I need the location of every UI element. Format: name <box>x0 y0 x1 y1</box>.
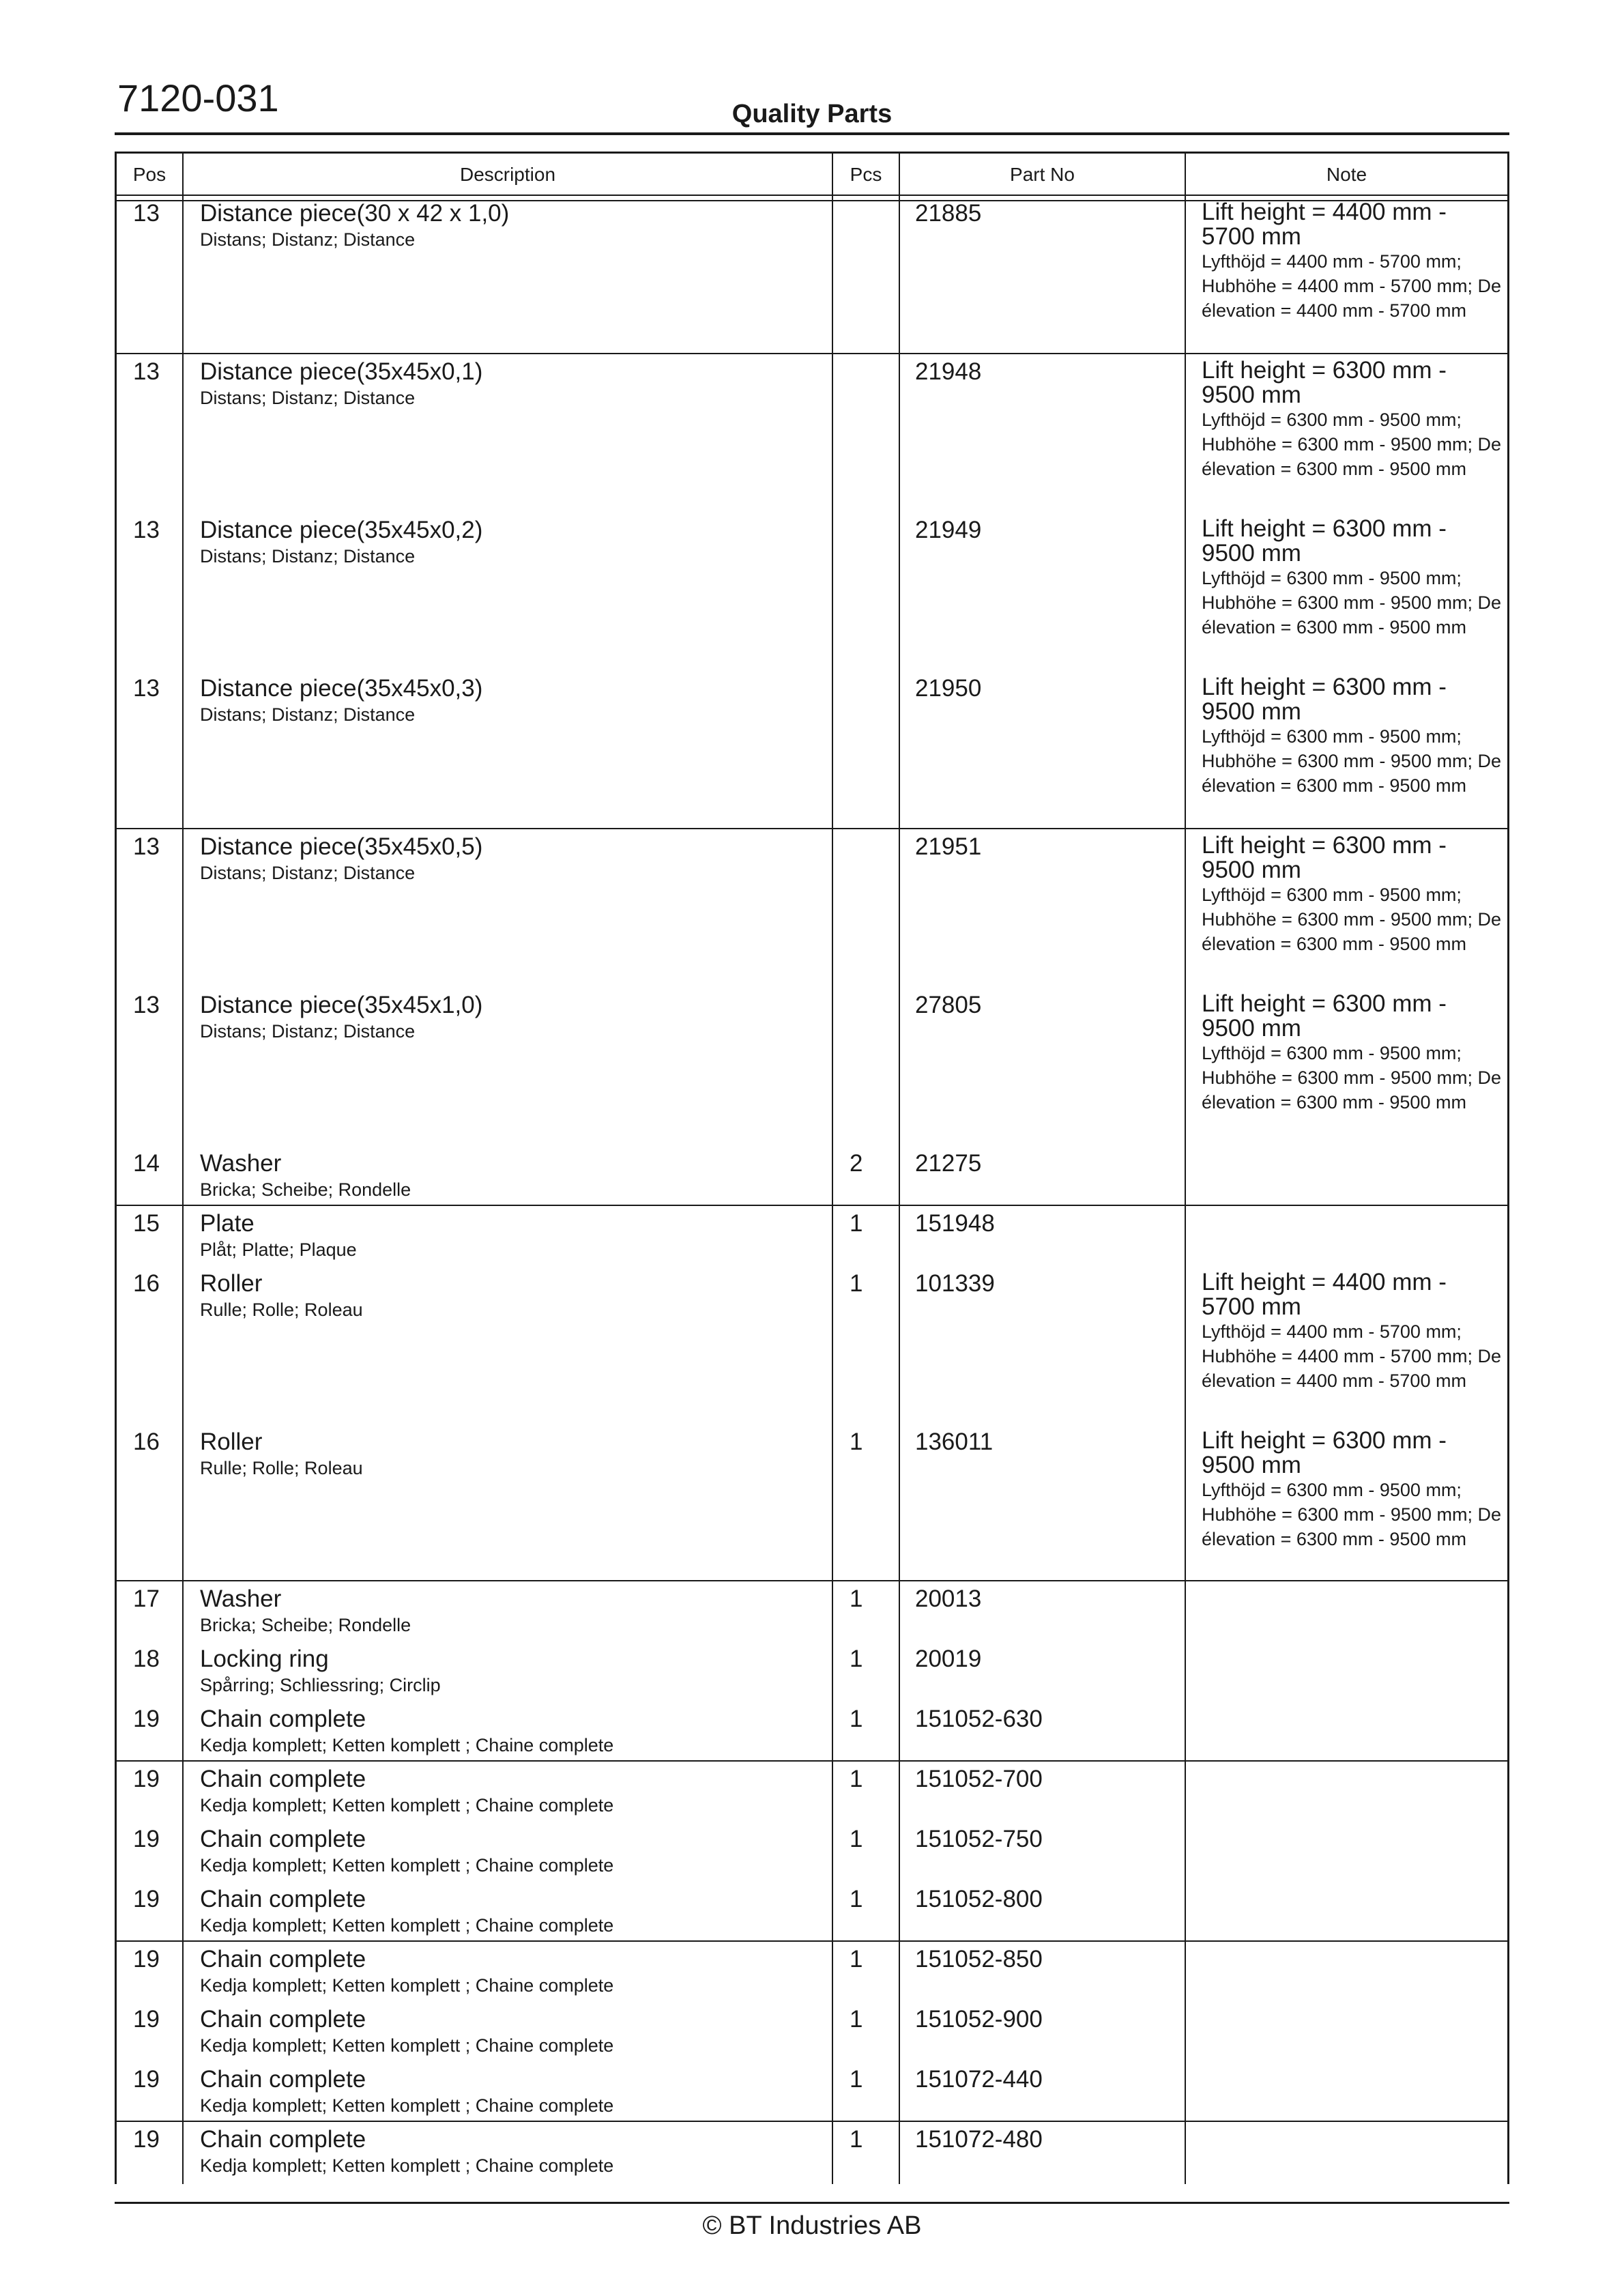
part-translation: Kedja komplett; Ketten komplett ; Chaine complete <box>200 1975 614 1996</box>
part-no-cell: 21951 <box>915 833 982 860</box>
pos-cell: 16 <box>133 1429 160 1455</box>
part-no-cell: 151948 <box>915 1210 995 1237</box>
pcs-cell: 1 <box>850 1946 863 1972</box>
part-name: Chain complete <box>200 2126 366 2153</box>
description-cell <box>200 833 828 885</box>
part-name: Roller <box>200 1429 263 1455</box>
part-translation: Rulle; Rolle; Roleau <box>200 1458 363 1478</box>
pcs-cell: 1 <box>850 1210 863 1237</box>
part-name: Chain complete <box>200 1766 366 1792</box>
document-number: 7120-031 <box>117 76 279 119</box>
part-translation: Bricka; Scheibe; Rondelle <box>200 1179 411 1200</box>
part-name: Chain complete <box>200 1826 366 1852</box>
part-translation: Spårring; Schliessring; Circlip <box>200 1675 441 1695</box>
part-name: Distance piece(35x45x0,5) <box>200 833 483 860</box>
part-no-cell: 21885 <box>915 200 982 227</box>
group-separator <box>117 2121 1507 2122</box>
pos-cell: 19 <box>133 1706 160 1732</box>
pos-cell: 16 <box>133 1270 160 1297</box>
part-no-cell: 27805 <box>915 992 982 1018</box>
part-no-cell: 151072-440 <box>915 2066 1043 2093</box>
pcs-cell: 1 <box>850 1886 863 1912</box>
part-name: Plate <box>200 1210 255 1237</box>
part-no-cell: 21950 <box>915 675 982 702</box>
part-name: Washer <box>200 1585 282 1612</box>
pcs-cell: 1 <box>850 1270 863 1297</box>
note-translation: Lyfthöjd = 6300 mm - 9500 mm; Hubhöhe = 6300 mm - 9500 mm; De élevation = 6300 mm - 9500 mm <box>1202 1043 1501 1113</box>
description-cell <box>200 1210 828 1262</box>
column-divider <box>899 154 900 2184</box>
part-no-cell: 151052-700 <box>915 1766 1043 1792</box>
part-translation: Distans; Distanz; Distance <box>200 546 416 566</box>
note-cell <box>1202 358 1502 481</box>
group-separator <box>117 1580 1507 1581</box>
note-main: Lift height = 6300 mm - 9500 mm <box>1202 832 1447 883</box>
note-main: Lift height = 6300 mm - 9500 mm <box>1202 674 1447 725</box>
pcs-cell: 1 <box>850 1706 863 1732</box>
part-no-cell: 151052-900 <box>915 2006 1043 2033</box>
part-translation: Distans; Distanz; Distance <box>200 229 416 250</box>
part-translation: Kedja komplett; Ketten komplett ; Chaine complete <box>200 2155 614 2176</box>
pcs-cell: 1 <box>850 2006 863 2033</box>
group-separator <box>117 353 1507 354</box>
description-cell <box>200 2126 828 2178</box>
footer-divider <box>115 2202 1509 2204</box>
description-cell <box>200 675 828 727</box>
part-no-cell: 151072-480 <box>915 2126 1043 2153</box>
note-cell <box>1202 675 1502 798</box>
copyright-footer: © BT Industries AB <box>702 2211 922 2240</box>
column-header-part-no: Part No <box>1010 164 1075 185</box>
description-cell <box>200 517 828 569</box>
column-header-pcs: Pcs <box>850 164 882 185</box>
part-name: Chain complete <box>200 2006 366 2033</box>
part-no-cell: 151052-850 <box>915 1946 1043 1972</box>
part-translation: Distans; Distanz; Distance <box>200 1021 416 1042</box>
group-separator <box>117 1760 1507 1762</box>
description-cell <box>200 1946 828 1998</box>
pos-cell: 13 <box>133 358 160 385</box>
note-translation: Lyfthöjd = 6300 mm - 9500 mm; Hubhöhe = 6300 mm - 9500 mm; De élevation = 6300 mm - 9500 mm <box>1202 1480 1501 1549</box>
description-cell <box>200 1585 828 1637</box>
part-name: Distance piece(35x45x0,1) <box>200 358 483 385</box>
column-header-description: Description <box>459 164 556 185</box>
pcs-cell: 1 <box>850 2126 863 2153</box>
part-translation: Plåt; Platte; Plaque <box>200 1239 357 1260</box>
part-no-cell: 136011 <box>915 1429 994 1455</box>
note-translation: Lyfthöjd = 6300 mm - 9500 mm; Hubhöhe = 6300 mm - 9500 mm; De élevation = 6300 mm - 9500 mm <box>1202 568 1501 637</box>
description-cell <box>200 200 828 252</box>
part-no-cell: 21949 <box>915 517 982 543</box>
note-cell <box>1202 517 1502 640</box>
page-title: Quality Parts <box>731 100 893 128</box>
column-divider <box>182 154 184 2184</box>
column-header-note: Note <box>1326 164 1367 185</box>
note-cell <box>1202 200 1502 323</box>
pos-cell: 15 <box>133 1210 160 1237</box>
part-translation: Distans; Distanz; Distance <box>200 704 416 725</box>
header-rule <box>117 195 1507 196</box>
part-name: Distance piece(35x45x0,2) <box>200 517 483 543</box>
part-name: Distance piece(35x45x1,0) <box>200 992 483 1018</box>
pos-cell: 19 <box>133 1826 160 1852</box>
description-cell <box>200 1646 828 1697</box>
part-translation: Kedja komplett; Ketten komplett ; Chaine complete <box>200 2035 614 2056</box>
note-main: Lift height = 6300 mm - 9500 mm <box>1202 357 1447 408</box>
pcs-cell: 2 <box>850 1150 863 1177</box>
part-name: Locking ring <box>200 1646 329 1672</box>
note-main: Lift height = 6300 mm - 9500 mm <box>1202 1427 1447 1478</box>
part-name: Distance piece(30 x 42 x 1,0) <box>200 200 510 227</box>
part-no-cell: 21275 <box>915 1150 982 1177</box>
note-main: Lift height = 4400 mm - 5700 mm <box>1202 1269 1447 1320</box>
column-divider <box>1185 154 1186 2184</box>
note-cell <box>1202 833 1502 956</box>
pos-cell: 13 <box>133 833 160 860</box>
description-cell <box>200 1270 828 1322</box>
part-no-cell: 151052-630 <box>915 1706 1043 1732</box>
pos-cell: 13 <box>133 992 160 1018</box>
column-divider <box>832 154 833 2184</box>
pcs-cell: 1 <box>850 1766 863 1792</box>
part-no-cell: 101339 <box>915 1270 995 1297</box>
part-no-cell: 21948 <box>915 358 982 385</box>
pos-cell: 13 <box>133 517 160 543</box>
part-translation: Rulle; Rolle; Roleau <box>200 1300 363 1320</box>
note-cell <box>1202 992 1502 1115</box>
part-name: Washer <box>200 1150 282 1177</box>
description-cell <box>200 1429 828 1480</box>
pcs-cell: 1 <box>850 1585 863 1612</box>
pos-cell: 19 <box>133 1766 160 1792</box>
part-name: Distance piece(35x45x0,3) <box>200 675 483 702</box>
part-translation: Kedja komplett; Ketten komplett ; Chaine complete <box>200 1735 614 1755</box>
pos-cell: 14 <box>133 1150 160 1177</box>
pos-cell: 13 <box>133 675 160 702</box>
description-cell <box>200 358 828 410</box>
note-main: Lift height = 6300 mm - 9500 mm <box>1202 515 1447 566</box>
note-cell <box>1202 1429 1502 1551</box>
note-translation: Lyfthöjd = 6300 mm - 9500 mm; Hubhöhe = 6300 mm - 9500 mm; De élevation = 6300 mm - 9500 mm <box>1202 885 1501 954</box>
pos-cell: 13 <box>133 200 160 227</box>
group-separator <box>117 828 1507 829</box>
description-cell <box>200 992 828 1044</box>
group-separator <box>117 1205 1507 1206</box>
description-cell <box>200 1150 828 1202</box>
part-no-cell: 151052-750 <box>915 1826 1043 1852</box>
pcs-cell: 1 <box>850 2066 863 2093</box>
note-translation: Lyfthöjd = 6300 mm - 9500 mm; Hubhöhe = 6300 mm - 9500 mm; De élevation = 6300 mm - 9500 mm <box>1202 726 1501 796</box>
part-translation: Kedja komplett; Ketten komplett ; Chaine complete <box>200 1795 614 1816</box>
pcs-cell: 1 <box>850 1646 863 1672</box>
part-no-cell: 151052-800 <box>915 1886 1043 1912</box>
pcs-cell: 1 <box>850 1826 863 1852</box>
parts-table <box>115 152 1509 2184</box>
part-translation: Distans; Distanz; Distance <box>200 388 416 408</box>
part-translation: Kedja komplett; Ketten komplett ; Chaine complete <box>200 2095 614 2116</box>
part-name: Chain complete <box>200 2066 366 2093</box>
column-header-pos: Pos <box>132 164 166 185</box>
pos-cell: 17 <box>133 1585 160 1612</box>
note-translation: Lyfthöjd = 6300 mm - 9500 mm; Hubhöhe = 6300 mm - 9500 mm; De élevation = 6300 mm - 9500 mm <box>1202 410 1501 479</box>
part-translation: Bricka; Scheibe; Rondelle <box>200 1615 411 1635</box>
note-translation: Lyfthöjd = 4400 mm - 5700 mm; Hubhöhe = 4400 mm - 5700 mm; De élevation = 4400 mm - 5700 mm <box>1202 1321 1501 1391</box>
note-cell <box>1202 1270 1502 1393</box>
part-name: Chain complete <box>200 1886 366 1912</box>
note-main: Lift height = 6300 mm - 9500 mm <box>1202 990 1447 1042</box>
part-translation: Kedja komplett; Ketten komplett ; Chaine complete <box>200 1855 614 1876</box>
pos-cell: 19 <box>133 2006 160 2033</box>
pos-cell: 19 <box>133 1946 160 1972</box>
part-no-cell: 20013 <box>915 1585 982 1612</box>
part-translation: Distans; Distanz; Distance <box>200 863 416 883</box>
note-translation: Lyfthöjd = 4400 mm - 5700 mm; Hubhöhe = 4400 mm - 5700 mm; De élevation = 4400 mm - 5700 mm <box>1202 251 1501 321</box>
part-translation: Kedja komplett; Ketten komplett ; Chaine complete <box>200 1915 614 1936</box>
part-name: Chain complete <box>200 1946 366 1972</box>
note-main: Lift height = 4400 mm - 5700 mm <box>1202 199 1447 250</box>
pos-cell: 19 <box>133 1886 160 1912</box>
header-divider <box>115 132 1509 135</box>
description-cell <box>200 1826 828 1878</box>
pcs-cell: 1 <box>850 1429 863 1455</box>
part-name: Roller <box>200 1270 263 1297</box>
description-cell <box>200 2006 828 2058</box>
pos-cell: 19 <box>133 2066 160 2093</box>
pos-cell: 19 <box>133 2126 160 2153</box>
description-cell <box>200 1706 828 1757</box>
pos-cell: 18 <box>133 1646 160 1672</box>
description-cell <box>200 1886 828 1938</box>
group-separator <box>117 1940 1507 1942</box>
part-no-cell: 20019 <box>915 1646 982 1672</box>
part-name: Chain complete <box>200 1706 366 1732</box>
description-cell <box>200 2066 828 2118</box>
description-cell <box>200 1766 828 1818</box>
